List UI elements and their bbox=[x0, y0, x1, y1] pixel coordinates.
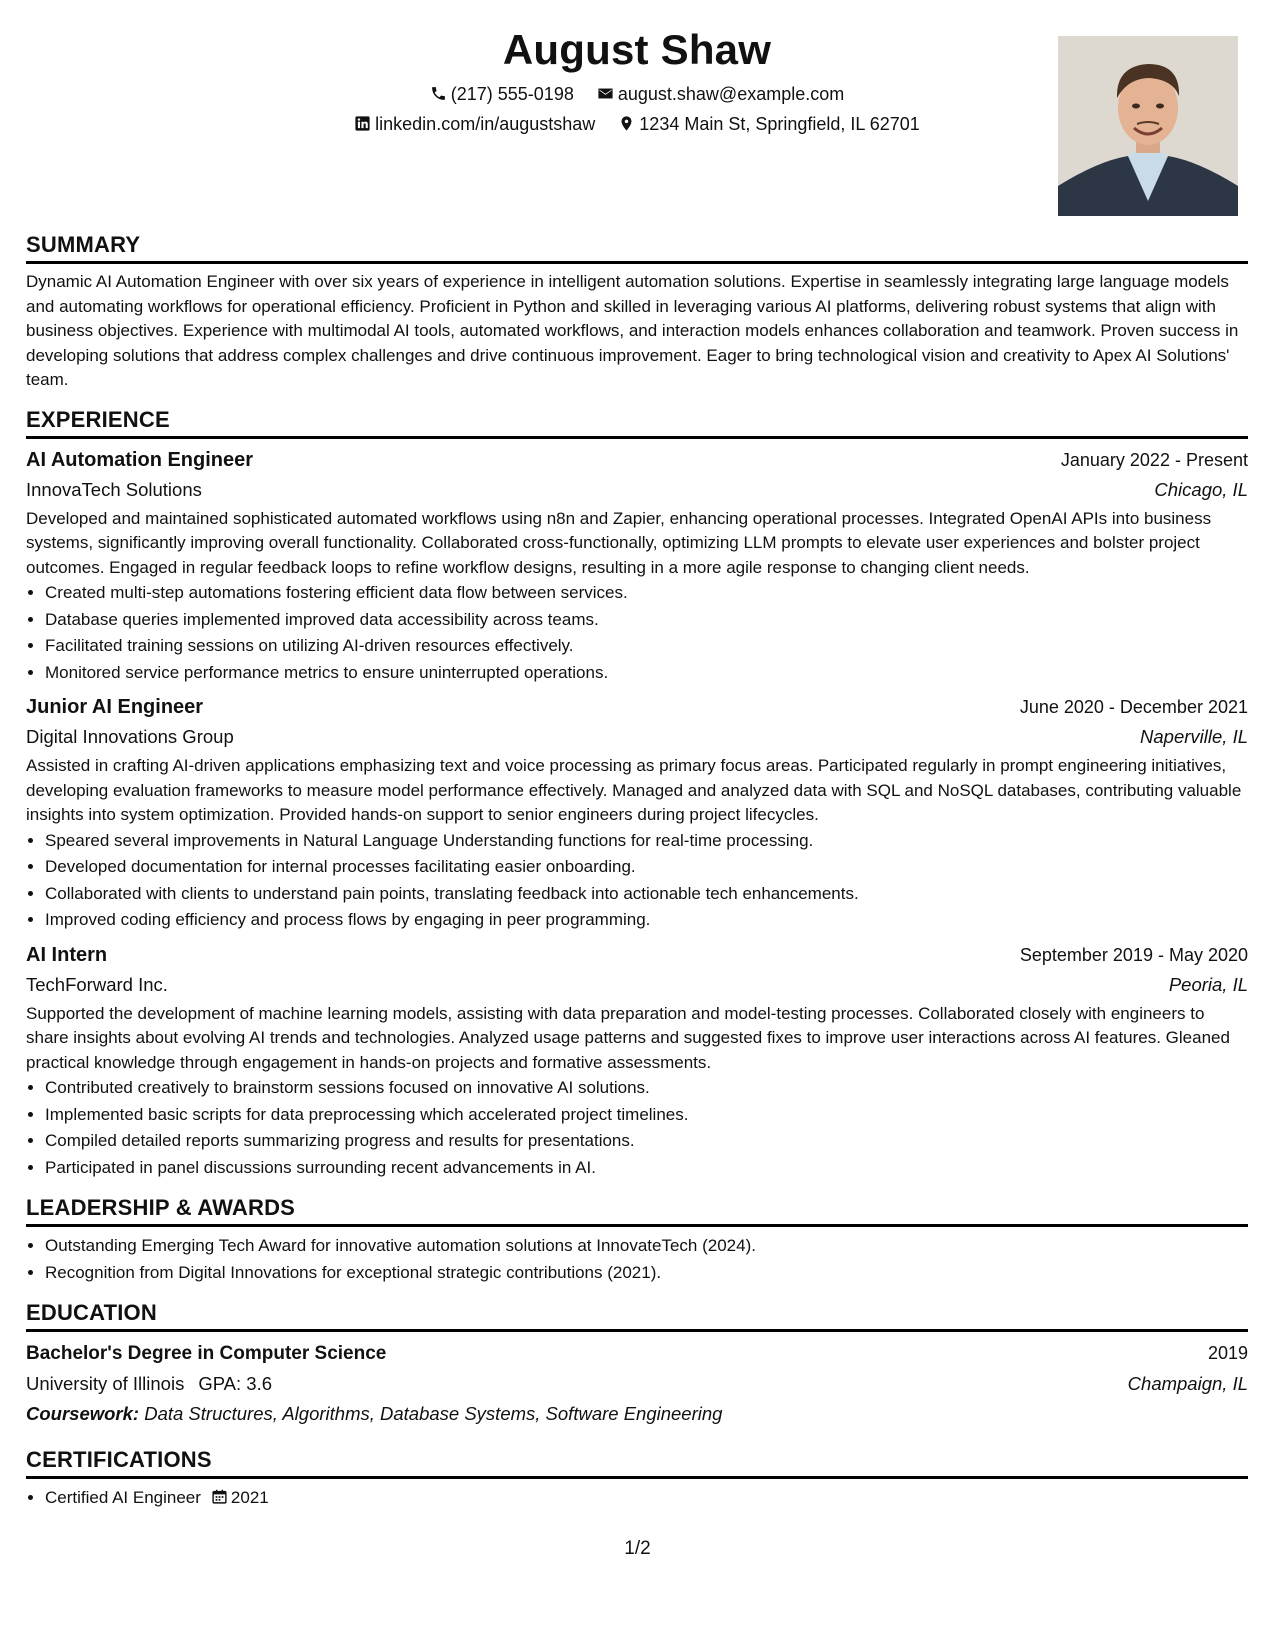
job-description: Assisted in crafting AI-driven applications emphasizing text and voice processing as primary focus areas. Participated regularly in prompt engineering initiatives, developing evaluation frameworks to measure model performance effectively. Managed and analyzed data with SQL and NoSQL databases, contributing valuable insights into system optimization. Provided hands-on support to senior engineers during project lifecycles. bbox=[26, 756, 1242, 824]
envelope-icon bbox=[597, 85, 614, 102]
email-text: august.shaw@example.com bbox=[617, 84, 845, 104]
summary-section bbox=[26, 232, 1248, 393]
linkedin-contact[interactable] bbox=[354, 112, 595, 136]
summary-heading: SUMMARY bbox=[26, 232, 1248, 264]
job-bullets bbox=[26, 1075, 1248, 1181]
job-entry bbox=[26, 940, 1248, 1182]
list-item: • Participated in panel discussions surrounding recent advancements in AI. bbox=[45, 1155, 1248, 1182]
graduation-year: 2019 bbox=[1207, 1343, 1248, 1363]
coursework-line bbox=[26, 1399, 1248, 1429]
page-number: 1/2 bbox=[624, 1538, 651, 1559]
coursework-list: Data Structures, Algorithms, Database Systems, Software Engineering bbox=[144, 1403, 723, 1424]
list-item: • Speared several improvements in Natural Language Understanding functions for real-time processing. bbox=[45, 828, 1248, 855]
list-item: • Database queries implemented improved data accessibility across teams. bbox=[45, 607, 1248, 634]
linkedin-icon bbox=[354, 115, 371, 132]
list-item: • Created multi-step automations fostering efficient data flow between services. bbox=[45, 580, 1248, 607]
certifications-heading: CERTIFICATIONS bbox=[26, 1447, 1248, 1479]
job-bullets bbox=[26, 580, 1248, 686]
job-dates: September 2019 - May 2020 bbox=[1019, 944, 1248, 965]
list-item: • Compiled detailed reports summarizing progress and results for presentations. bbox=[45, 1128, 1248, 1155]
list-item: • Improved coding efficiency and process flows by engaging in peer programming. bbox=[45, 907, 1248, 934]
job-company: InnovaTech Solutions bbox=[26, 478, 202, 500]
list-item: • Recognition from Digital Innovations for exceptional strategic contributions (2021). bbox=[45, 1260, 1248, 1287]
certifications-list bbox=[26, 1485, 1248, 1512]
experience-section bbox=[26, 407, 1248, 1182]
email-contact[interactable] bbox=[597, 82, 844, 106]
list-item: • Collaborated with clients to understand pain points, translating feedback into actionable tech enhancements. bbox=[45, 881, 1248, 908]
awards-heading: LEADERSHIP & AWARDS bbox=[26, 1195, 1248, 1227]
job-company: TechForward Inc. bbox=[26, 973, 168, 995]
profile-photo bbox=[1058, 36, 1238, 216]
degree-title: Bachelor's Degree in Computer Science bbox=[26, 1343, 387, 1364]
list-item: • Outstanding Emerging Tech Award for innovative automation solutions at InnovateTech (2024). bbox=[45, 1233, 1248, 1260]
coursework-label: Coursework: bbox=[26, 1403, 140, 1424]
gpa: GPA: 3.6 bbox=[198, 1373, 273, 1394]
job-location: Naperville, IL bbox=[1140, 726, 1248, 747]
school-line bbox=[26, 1369, 272, 1399]
certification-name: Certified AI Engineer bbox=[45, 1488, 201, 1507]
job-bullets bbox=[26, 828, 1248, 934]
job-entry bbox=[26, 692, 1248, 934]
job-description: Supported the development of machine learning models, assisting with data preparation and model-testing processes. Collaborated closely with engineers to share insights about evolving AI trends and technologies. Analyzed usage patterns and suggested fixes to improve user interactions across AI features. Gleaned practical knowledge through engagement in hands-on projects and formative assessments. bbox=[26, 1003, 1230, 1072]
job-title: AI Intern bbox=[26, 943, 108, 966]
job-title: Junior AI Engineer bbox=[26, 696, 204, 718]
list-item: • Contributed creatively to brainstorm sessions focused on innovative AI solutions. bbox=[45, 1075, 1248, 1102]
calendar-icon bbox=[211, 1488, 228, 1505]
list-item bbox=[45, 1485, 1248, 1512]
address-text: 1234 Main St, Springfield, IL 62701 bbox=[639, 114, 920, 134]
awards-section bbox=[26, 1195, 1248, 1286]
linkedin-text: linkedin.com/in/augustshaw bbox=[375, 114, 596, 134]
job-dates: June 2020 - December 2021 bbox=[1019, 697, 1248, 717]
resume-page bbox=[26, 20, 1248, 1512]
education-heading: EDUCATION bbox=[26, 1300, 1248, 1332]
candidate-name: August Shaw bbox=[502, 26, 772, 73]
job-company: Digital Innovations Group bbox=[26, 726, 234, 747]
resume-header bbox=[26, 24, 1248, 224]
education-section bbox=[26, 1300, 1248, 1429]
address-contact bbox=[618, 112, 920, 136]
certifications-section bbox=[26, 1447, 1248, 1512]
summary-text: Dynamic AI Automation Engineer with over six years of experience in intelligent automation solutions. Expertise in seamlessly integrating large language models and automating workflows for operational efficiency. Proficient in Python and skilled in leveraging various AI platforms, delivering robust systems that align with business objectives. Experience with multimodal AI tools, automated workflows, and interaction models enhances collaboration and teamwork. Proven success in developing solutions that address complex challenges and drive continuous improvement. Eager to bring technological vision and creativity to Apex AI Solutions' team. bbox=[26, 272, 1239, 389]
job-entry bbox=[26, 445, 1248, 687]
job-title: AI Automation Engineer bbox=[26, 448, 254, 471]
phone-contact[interactable] bbox=[430, 82, 574, 106]
portrait-illustration bbox=[1058, 36, 1238, 216]
phone-icon bbox=[430, 85, 447, 102]
job-location: Peoria, IL bbox=[1168, 973, 1248, 995]
awards-list bbox=[26, 1233, 1248, 1286]
map-pin-icon bbox=[618, 115, 635, 132]
phone-text: (217) 555-0198 bbox=[450, 84, 574, 104]
school-name: University of Illinois bbox=[26, 1373, 185, 1394]
list-item: • Facilitated training sessions on utilizing AI-driven resources effectively. bbox=[45, 633, 1248, 660]
list-item: • Implemented basic scripts for data preprocessing which accelerated project timelines. bbox=[45, 1102, 1248, 1129]
job-dates: January 2022 - Present bbox=[1060, 449, 1248, 470]
job-description: Developed and maintained sophisticated automated workflows using n8n and Zapier, enhancing operational processes. Integrated OpenAI APIs into business systems, significantly improving overall functionality. Collaborated cross-functionally, optimizing LLM prompts to elevate user experiences and bolster project outcomes. Engaged in regular feedback loops to refine workflow designs, resulting in a more agile response to changing client needs. bbox=[26, 508, 1212, 577]
list-item: • Monitored service performance metrics to ensure uninterrupted operations. bbox=[45, 660, 1248, 687]
list-item: • Developed documentation for internal processes facilitating easier onboarding. bbox=[45, 854, 1248, 881]
job-location: Chicago, IL bbox=[1154, 478, 1248, 500]
certification-year: 2021 bbox=[230, 1488, 269, 1507]
school-location: Champaign, IL bbox=[1127, 1373, 1248, 1394]
experience-heading: EXPERIENCE bbox=[26, 407, 1248, 439]
